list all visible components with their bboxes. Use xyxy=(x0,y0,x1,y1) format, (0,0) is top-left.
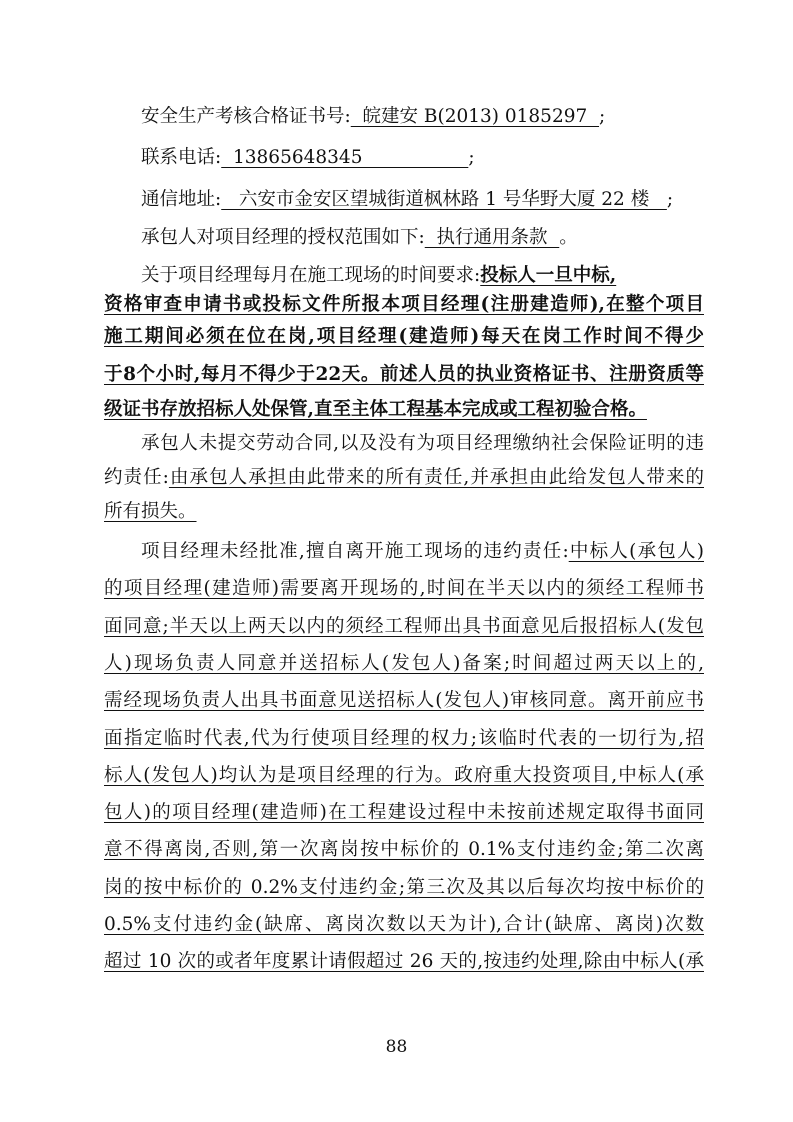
absence-line-5: 需经现场负责人出具书面意见送招标人(发包人)审核同意。离开前应书 xyxy=(104,690,704,711)
absence-line-8: 包人)的项目经理(建造师)在工程建设过程中未按前述规定取得书面同 xyxy=(104,802,704,823)
absence-line-11: 0.5%支付违约金(缺席、离岗次数以天为计),合计(缺席、离岗)次数 xyxy=(104,914,704,935)
time-requirement-line xyxy=(141,264,704,288)
absence-label: 项目经理未经批准,擅自离开施工现场的违约责任: xyxy=(141,541,569,562)
liability-value: 由承包人承担由此带来的所有责任,并承担由此给发包人带来的 xyxy=(168,467,704,488)
time-requirement-label: 关于项目经理每月在施工现场的时间要求: xyxy=(141,265,481,286)
absence-line-3: 面同意;半天以上两天以内的须经工程师出具书面意见后报招标人(发包 xyxy=(104,616,704,637)
address-value: 六安市金安区望城街道枫林路 1 号华野大厦 22 楼 xyxy=(221,189,667,210)
absence-line-7: 标人(发包人)均认为是项目经理的行为。政府重大投资项目,中标人(承 xyxy=(104,765,704,786)
absence-line-1 xyxy=(141,540,704,564)
cert-value: 皖建安 B(2013) 0185297 xyxy=(350,106,600,127)
page-number: 88 xyxy=(385,1037,408,1057)
phone-value: 13865648345 xyxy=(221,147,469,168)
labor-contract-line-2 xyxy=(104,466,704,490)
absence-line-2: 的项目经理(建造师)需要离开现场的,时间在半天以内的须经工程师书 xyxy=(104,578,704,599)
phone-label: 联系电话: xyxy=(141,147,222,168)
absence-line-12: 超过 10 次的或者年度累计请假超过 26 天的,按违约处理,除由中标人(承 xyxy=(104,951,704,972)
liability-label: 约责任: xyxy=(104,467,169,488)
scope-value: 执行通用条款 xyxy=(424,227,560,248)
cert-line xyxy=(141,105,704,129)
labor-contract-line-3: 所有损失。 xyxy=(104,501,197,522)
phone-end: ; xyxy=(468,147,475,168)
cert-label: 安全生产考核合格证书号: xyxy=(141,106,351,127)
scope-line xyxy=(141,226,704,250)
bold-text-line-4: 级证书存放招标人处保管,直至主体工程基本完成或工程初验合格。 xyxy=(104,399,647,420)
time-requirement-value: 投标人一旦中标, xyxy=(480,265,617,286)
address-end: ; xyxy=(666,189,674,210)
labor-contract-line-1: 承包人未提交劳动合同,以及没有为项目经理缴纳社会保险证明的违 xyxy=(141,433,704,454)
absence-line-4: 人)现场负责人同意并送招标人(发包人)备案;时间超过两天以上的, xyxy=(104,653,704,674)
bold-text-line-2: 施工期间必须在位在岗,项目经理(建造师)每天在岗工作时间不得少 xyxy=(104,326,704,347)
bold-text-line-3: 于8个小时,每月不得少于22天。前述人员的执业资格证书、注册资质等 xyxy=(104,364,704,385)
cert-end: ; xyxy=(599,106,606,127)
address-line xyxy=(141,188,704,212)
scope-label: 承包人对项目经理的授权范围如下: xyxy=(141,227,425,248)
bold-text-line-1: 资格审查申请书或投标文件所报本项目经理(注册建造师),在整个项目 xyxy=(104,294,704,315)
absence-value: 中标人(承包人) xyxy=(568,541,704,562)
absence-line-10: 岗的按中标价的 0.2%支付违约金;第三次及其以后每次均按中标价的 xyxy=(104,877,704,898)
absence-line-6: 面指定临时代表,代为行使项目经理的权力;该临时代表的一切行为,招 xyxy=(104,728,704,749)
absence-line-9: 意不得离岗,否则,第一次离岗按中标价的 0.1%支付违约金;第二次离 xyxy=(104,839,704,860)
scope-end: 。 xyxy=(559,227,578,248)
phone-line xyxy=(141,146,704,170)
address-label: 通信地址: xyxy=(141,189,222,210)
